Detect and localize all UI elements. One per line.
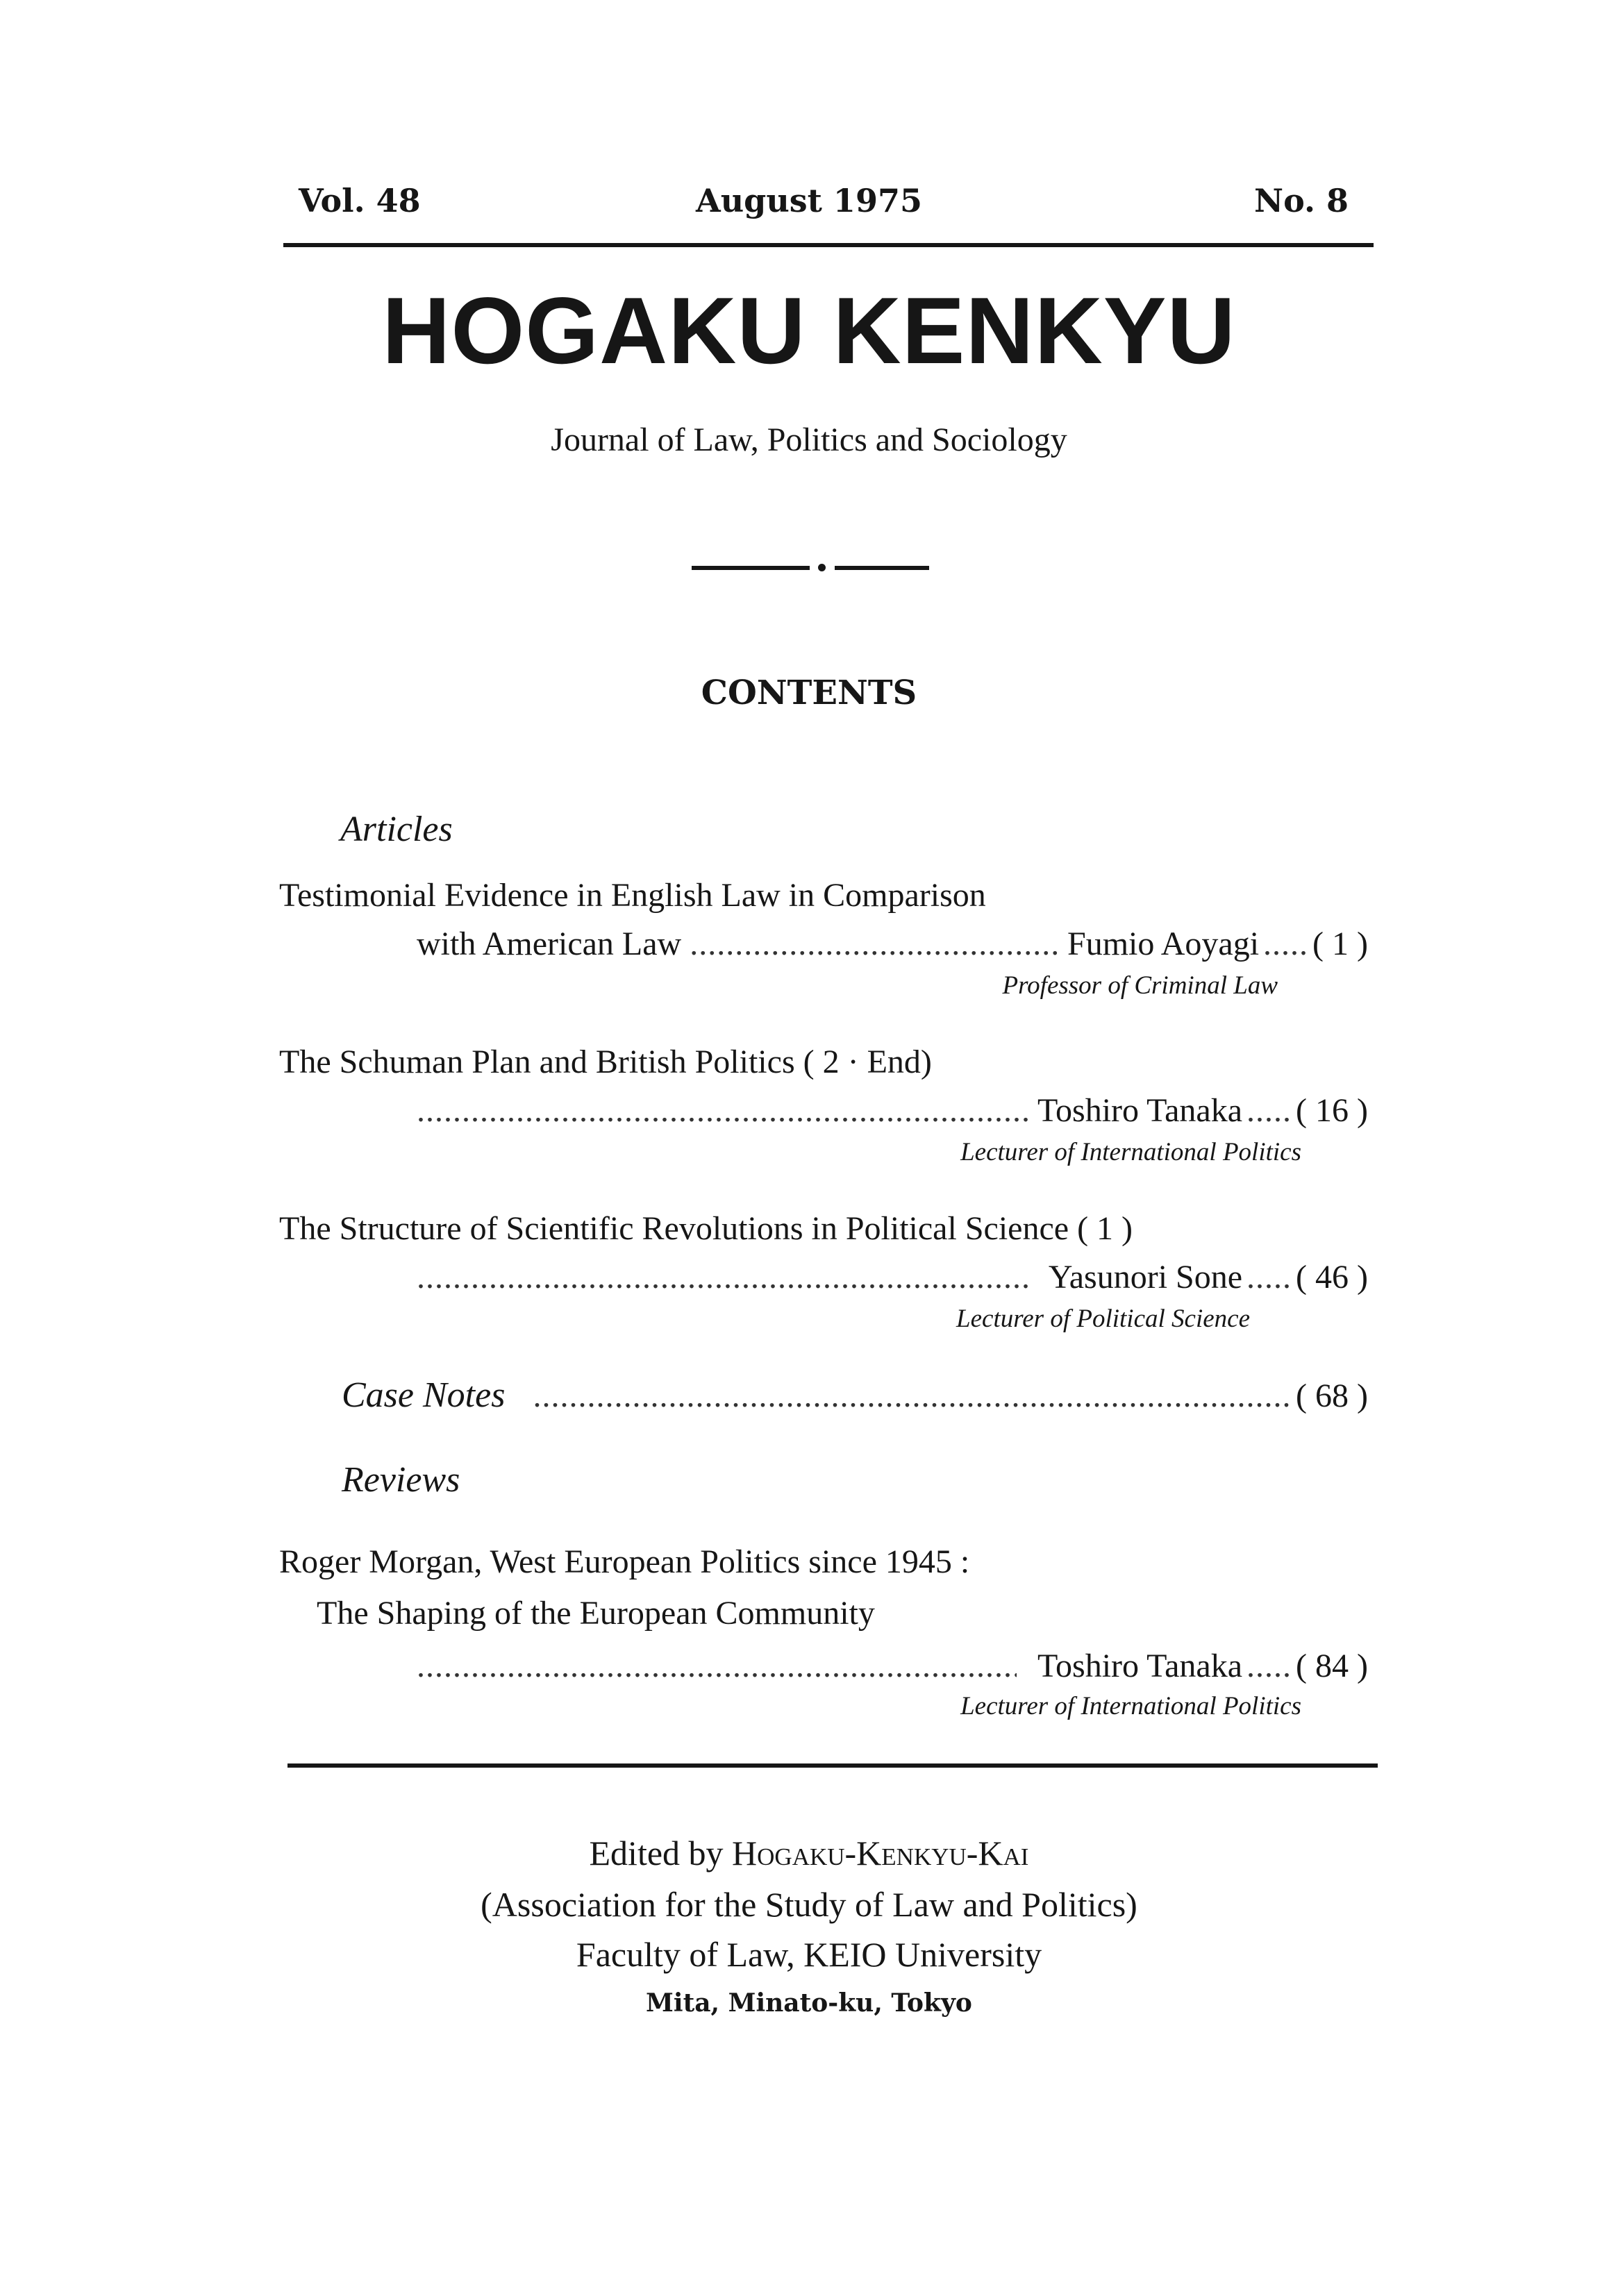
- article-3-entry: ..... Yasunori Sone ..... ( 46 ): [417, 1258, 1368, 1296]
- association-line: (Association for the Study of Law and Politics): [481, 1885, 1137, 1924]
- address-line: Mita, Minato-ku, Tokyo: [646, 1988, 972, 2018]
- case-notes-entry: [342, 1375, 1368, 1416]
- editor-line: [0, 1833, 1618, 1873]
- edited-by-label: Edited by: [589, 1834, 724, 1872]
- bottom-rule: [287, 1763, 1378, 1768]
- volume-label: Vol. 48: [299, 182, 421, 219]
- review-1-affiliation: Lecturer of International Politics: [960, 1692, 1301, 1720]
- article-3-page: ( 46 ): [1296, 1259, 1368, 1296]
- article-1-title-line1: Testimonial Evidence in English Law in Comparison: [279, 877, 986, 914]
- article-2-title-line1: The Schuman Plan and British Politics ( 2 · End): [279, 1044, 932, 1080]
- article-1-title-line2: with American Law: [417, 925, 682, 962]
- review-1-title-line1: Roger Morgan, West European Politics since 1945 :: [279, 1543, 970, 1580]
- article-2-affiliation: Lecturer of International Politics: [960, 1138, 1301, 1166]
- faculty-line: Faculty of Law, KEIO University: [576, 1935, 1042, 1974]
- journal-title: HOGAKU KENKYU: [382, 278, 1236, 383]
- article-2-page: ( 16 ): [1296, 1092, 1368, 1129]
- review-1-page: ( 84 ): [1296, 1648, 1368, 1684]
- review-1-title-line2: The Shaping of the European Community: [317, 1595, 875, 1632]
- case-notes-page: ( 68 ): [1296, 1377, 1368, 1414]
- editor-name: Hogaku-Kenkyu-Kai: [732, 1834, 1029, 1872]
- journal-subtitle: Journal of Law, Politics and Sociology: [551, 421, 1067, 458]
- article-1-entry: with American Law ..... Fumio Aoyagi ..... ( 1 ): [417, 925, 1368, 963]
- article-3-affiliation: Lecturer of Political Science: [956, 1305, 1250, 1333]
- article-1-author: Fumio Aoyagi: [1067, 925, 1260, 962]
- article-1-affiliation: Professor of Criminal Law: [1002, 971, 1278, 1000]
- article-3-author: Yasunori Sone: [1048, 1259, 1243, 1296]
- review-1-author: Toshiro Tanaka: [1037, 1648, 1243, 1684]
- contents-heading: CONTENTS: [701, 673, 917, 712]
- issue-number: No. 8: [1254, 182, 1349, 219]
- issue-date: August 1975: [696, 182, 922, 219]
- section-case-notes: Case Notes: [342, 1375, 506, 1415]
- section-articles: Articles: [340, 810, 453, 849]
- article-1-page: ( 1 ): [1312, 925, 1368, 962]
- section-reviews: Reviews: [342, 1460, 460, 1500]
- article-3-title-line1: The Structure of Scientific Revolutions in Political Science ( 1 ): [279, 1210, 1133, 1247]
- article-2-author: Toshiro Tanaka: [1037, 1092, 1243, 1129]
- review-1-entry: ..... Toshiro Tanaka ..... ( 84 ): [417, 1647, 1368, 1685]
- article-2-entry: ..... Toshiro Tanaka ..... ( 16 ): [417, 1091, 1368, 1130]
- top-rule: [283, 243, 1374, 247]
